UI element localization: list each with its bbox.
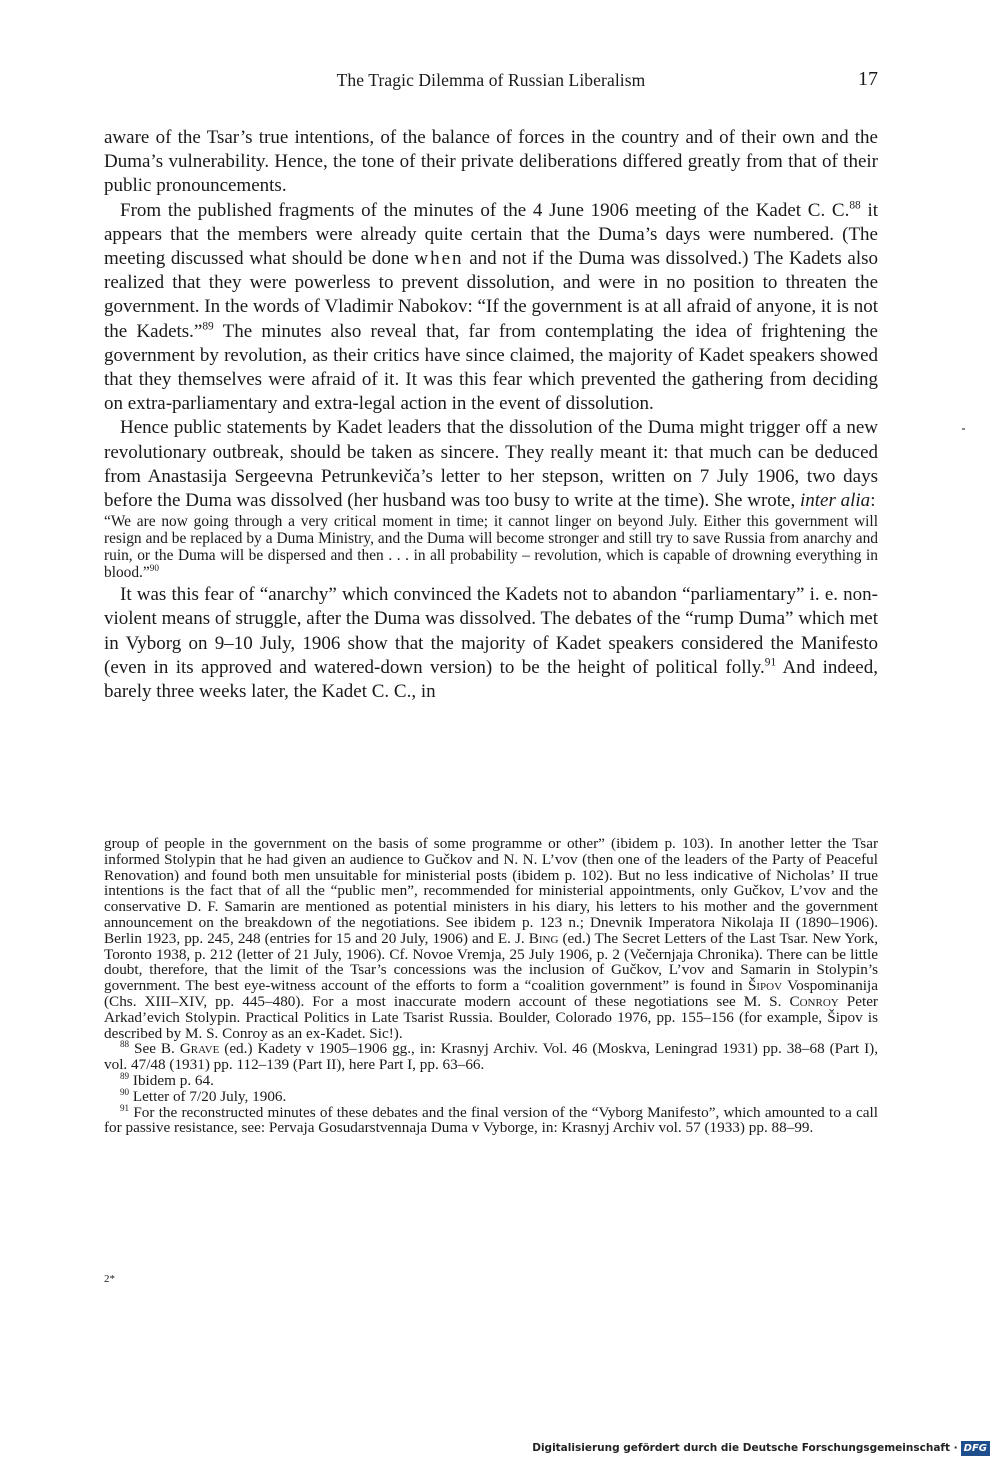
- dfg-logo: DFG: [961, 1441, 990, 1456]
- paragraph-3: Hence public statements by Kadet leaders that the dissolution of the Duma might trigger off a new revolutionary outbreak, should be taken as sincere. They really meant it: that much can be deduced from Anastasija Sergeevna Petrunkeviča’s letter to her stepson, written on 7 July 1906, two days before the Duma was dissolved (her husband was too busy to write at the time). She wrote, inter alia:: [104, 417, 878, 512]
- footnote-ref-89: 89: [202, 320, 214, 333]
- page-number: 17: [858, 68, 878, 90]
- block-quote: “We are now going through a very critical moment in time; it cannot linger on beyond July. Either this government will resign and be replaced by a Duma Ministry, and the Duma will become stronger and still try to save Russia from anarchy and ruin, or the Duma will be dispersed and then . . . in all probability – revolution, which is capable of drowning everything in blood.”$^{90}$: [104, 513, 878, 582]
- emphasis-when: when: [414, 248, 464, 270]
- paragraph-2: From the published fragments of the minutes of the 4 June 1906 meeting of the Kadet C. C.$^{88}$ it appears that the members were already quite certain that the Duma’s days were numbered. (The meeting discussed what should be done when and not if the Duma was dissolved.) The Kadets also realized that they were powerless to prevent dissolution, and were in no position to threaten the government. In the words of Vladimir Nabokov: “If the government is at all afraid of anyone, it is not the Kadets.”$^{89}$ The minutes also reveal that, far from contemplating the idea of frightening the government by revolution, as their critics have since claimed, the majority of Kadet speakers showed that they themselves were afraid of it. It was this fear which prevented the gathering from deciding on extra-parliamentary and extra-legal action in the event of dissolution.: [104, 199, 879, 415]
- printer-signature-mark: 2*: [104, 1273, 115, 1285]
- footnote-ref-91: 91: [764, 656, 777, 669]
- running-title: The Tragic Dilemma of Russian Liberalism: [336, 70, 646, 90]
- digitization-note: Digitalisierung gefördert durch die Deutsche Forschungsgemeinschaft ·: [532, 1442, 958, 1454]
- footnote-continuation: group of people in the government on the basis of some programme or other” (ibidem p. 103). In another letter the Tsar informed Stolypin that he had given an audience to Gučkov and N. N. L’vov (then one of the leaders of the Party of Peaceful Renovation) and found both men unsuitable for ministerial posts (ibidem p. 102). But no less indicative of Nicholas’ II true intentions is the fact that of all the “public men”, recommended for ministerial appointments, only Gučkov, L’vov and the conservative D. F. Samarin are mentioned as potential ministers in his diary, his letters to his mother and the government announcement on the breakdown of the negotiations. See ibidem p. 123 n.; Dnevnik Imperatora Nikolaja II (1890–1906). Berlin 1923, pp. 245, 248 (entries for 15 and 20 July, 1906) and E. J. Bing (ed.) The Secret Letters of the Last Tsar. New York, Toronto 1938, p. 212 (letter of 21 July, 1906). Cf. Novoe Vremja, 25 July 1906, p. 2 (Večernjaja Chronika). There can be little doubt, therefore, that the limit of the Tsar’s concessions was the inclusion of Gučkov, L’vov and Samarin in Stolypin’s government. The best eye-witness account of the efforts to form a “coalition government” is found in Šipov Vospominanija (Chs. XIII–XIV, pp. 445–480). For a most inaccurate modern account of these negotiations see M. S. Conroy Peter Arkad’evich Stolypin. Practical Politics in Late Tsarist Russia. Boulder, Colorado 1976, pp. 155–156 (for example, Šipov is described by M. S. Conroy as an ex-Kadet. Sic!).: [104, 835, 878, 1042]
- footnote-90: $^{90}$ Letter of 7/20 July, 1906.: [120, 1086, 287, 1105]
- footnote-ref-88: 88: [849, 199, 861, 212]
- scan-speck: [962, 428, 965, 430]
- main-text: [104, 126, 878, 704]
- emphasis-inter-alia: inter alia: [799, 490, 871, 512]
- footnote-88: $^{88}$ See B. Grave (ed.) Kadety v 1905–1906 gg., in: Krasnyj Archiv. Vol. 46 (Moskva, Leningrad 1931) pp. 38–68 (Part I), vol. 47/48 (1931) pp. 112–139 (Part II), here Part I, pp. 63–66.: [104, 1039, 879, 1074]
- footnote-ref-90: 90: [149, 563, 159, 574]
- paragraph-1: aware of the Tsar’s true intentions, of the balance of forces in the country and of their own and the Duma’s vulnerability. Hence, the tone of their private deliberations differed greatly from that of their public pronouncements.: [104, 127, 878, 197]
- footnote-91: $^{91}$ For the reconstructed minutes of these debates and the final version of the “Vyborg Manifesto”, which amounted to a call for passive resistance, see: Pervaja Gosudarstvennaja Duma v Vyborge, in: Krasnyj Archiv vol. 57 (1933) pp. 88–99.: [104, 1102, 878, 1137]
- digitization-footer: [532, 1439, 990, 1457]
- footnote-89: $^{89}$ Ibidem p. 64.: [120, 1070, 214, 1089]
- running-head: [104, 70, 878, 96]
- footnotes: [104, 836, 878, 1136]
- paragraph-4: It was this fear of “anarchy” which convinced the Kadets not to abandon “parliamentary” i. e. non-violent means of struggle, after the Duma was dissolved. The debates of the “rump Duma” which met in Vyborg on 9–10 July, 1906 show that the majority of Kadet speakers considered the Manifesto (even in its approved and watered-down version) to be the height of political folly.$^{91}$ And indeed, barely three weeks later, the Kadet C. C., in: [104, 584, 878, 703]
